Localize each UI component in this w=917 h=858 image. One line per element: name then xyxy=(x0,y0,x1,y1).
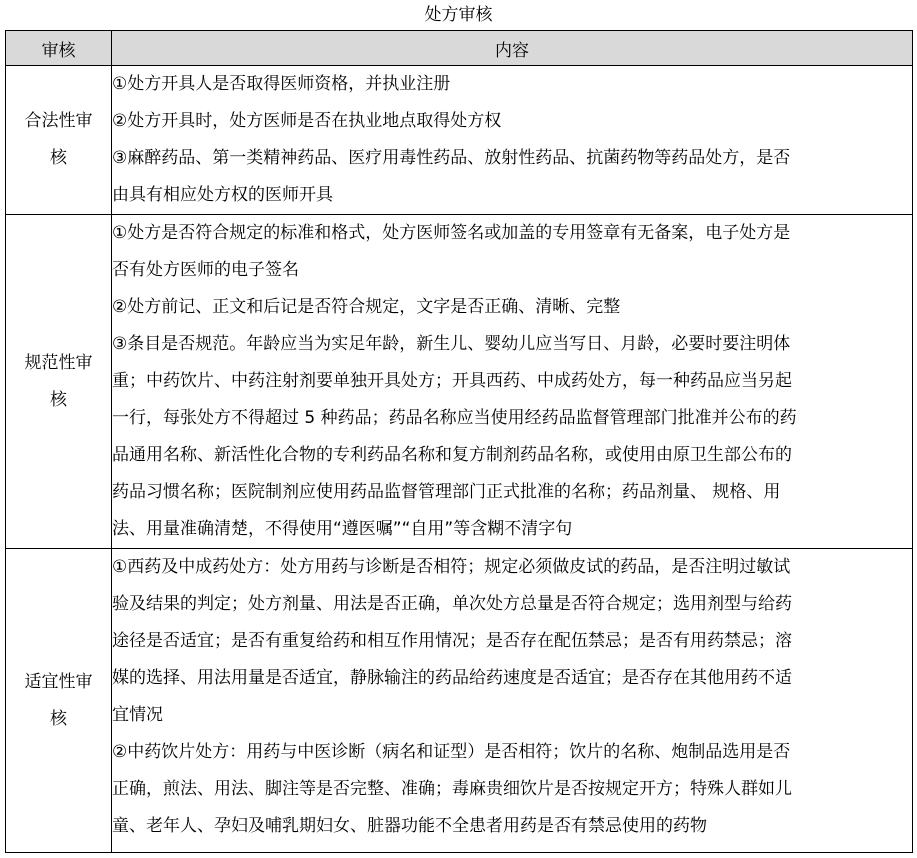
content-line: 品通用名称、新活性化合物的专利药品名称和复方制剂药品名称，或使用由原卫生部公布的 xyxy=(112,445,792,465)
table-caption: 处方审核 xyxy=(424,5,493,25)
content-line: 途径是否适宜；是否有重复给药和相互作用情况；是否存在配伍禁忌；是否有用药禁忌；溶 xyxy=(112,631,792,651)
content-line: 一行，每张处方不得超过 5 种药品；药品名称应当使用经药品监督管理部门批准并公布的药 xyxy=(112,408,797,428)
category-cell-legality xyxy=(6,66,112,215)
content-cell-standardization xyxy=(112,215,913,549)
content-line: ①西药及中成药处方：处方用药与诊断是否相符；规定必须做皮试的药品，是否注明过敏试 xyxy=(112,557,791,577)
content-line: 正确，煎法、用法、脚注等是否完整、准确；毒麻贵细饮片是否按规定开方；特殊人群如儿 xyxy=(112,779,792,799)
table-row-appropriateness xyxy=(6,549,913,853)
content-line: 童、老年人、孕妇及哺乳期妇女、脏器功能不全患者用药是否有禁忌使用的药物 xyxy=(112,816,707,836)
content-line: 宜情况 xyxy=(112,705,163,725)
content-line: 重；中药饮片、中药注射剂要单独开具处方；开具西药、中成药处方，每一种药品应当另起 xyxy=(112,371,792,391)
category-label-line: 合法性审 xyxy=(24,111,93,131)
content-line: 媒的选择、用法用量是否适宜，静脉输注的药品给药速度是否适宜；是否存在其他用药不适 xyxy=(112,668,792,688)
category-label-line: 核 xyxy=(50,148,67,168)
content-line: 药品习惯名称；医院制剂应使用药品监督管理部门正式批准的名称；药品剂量、 规格、用 xyxy=(112,482,781,502)
content-line: 否有处方医师的电子签名 xyxy=(112,260,299,280)
header-content: 内容 xyxy=(112,31,913,66)
content-line: ②处方前记、正文和后记是否符合规定，文字是否正确、清晰、完整 xyxy=(112,297,621,317)
content-line: ③条目是否规范。年龄应当为实足年龄，新生儿、婴幼儿应当写日、月龄，必要时要注明体 xyxy=(112,334,791,354)
content-line: 法、用量准确清楚，不得使用“遵医嘱”“自用”等含糊不清字句 xyxy=(112,519,573,539)
prescription-review-table xyxy=(5,30,913,853)
category-cell-standardization xyxy=(6,215,112,549)
header-category: 审核 xyxy=(6,31,112,66)
content-line: ①处方是否符合规定的标准和格式，处方医师签名或加盖的专用签章有无备案，电子处方是 xyxy=(112,223,791,243)
content-cell-appropriateness xyxy=(112,549,913,853)
category-label-line: 适宜性审 xyxy=(24,671,93,692)
content-line: 验及结果的判定；处方剂量、用法是否正确，单次处方总量是否符合规定；选用剂型与给药 xyxy=(112,594,792,614)
table-row-legality xyxy=(6,66,913,215)
category-cell-appropriateness xyxy=(6,549,112,853)
content-cell-legality xyxy=(112,66,913,215)
table-header-row xyxy=(6,31,913,66)
category-label-line: 核 xyxy=(50,389,67,410)
category-label-line: 核 xyxy=(50,708,67,729)
content-line: 由具有相应处方权的医师开具 xyxy=(112,185,333,205)
content-line: ③麻醉药品、第一类精神药品、医疗用毒性药品、放射性药品、抗菌药物等药品处方，是否 xyxy=(112,148,791,168)
content-line: ①处方开具人是否取得医师资格，并执业注册 xyxy=(112,74,451,94)
category-label-line: 规范性审 xyxy=(24,352,93,373)
content-line: ②处方开具时，处方医师是否在执业地点取得处方权 xyxy=(112,111,502,131)
content-line: ②中药饮片处方：用药与中医诊断（病名和证型）是否相符；饮片的名称、炮制品选用是否 xyxy=(112,742,791,762)
table-row-standardization xyxy=(6,215,913,549)
